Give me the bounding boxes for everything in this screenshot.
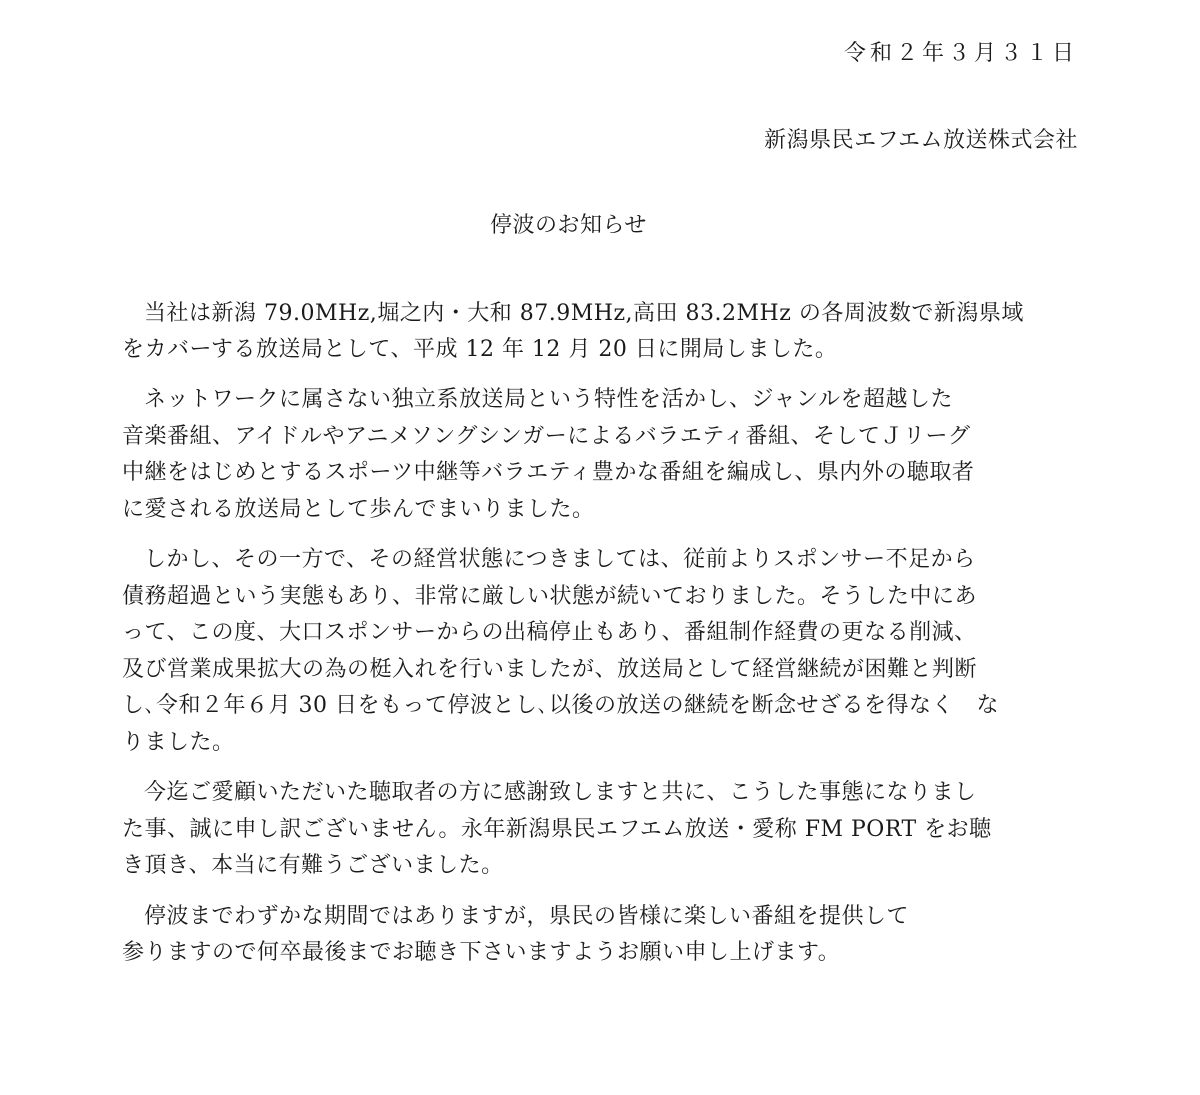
paragraph-line: 当社は新潟 79.0MHz,堀之内・大和 87.9MHz,高田 83.2MHz の各周波数で新潟県域 [144, 301, 1024, 326]
paragraph-line: 音楽番組、アイドルやアニメソングシンガーによるバラエティ番組、そしてＪリーグ [122, 424, 971, 449]
notice-date: 令和２年３月３１日 [843, 41, 1078, 66]
notice-title: 停波のお知らせ [490, 213, 647, 238]
paragraph-line: き頂き、本当に有難うございました。 [122, 853, 504, 878]
paragraph-line: ネットワークに属さない独立系放送局という特性を活かし、ジャンルを超越した [144, 387, 954, 412]
paragraph-line: 中継をはじめとするスポーツ中継等バラエティ豊かな番組を編成し、県内外の聴取者 [122, 460, 975, 485]
paragraph-line: って、この度、大口スポンサーからの出稿停止もあり、番組制作経費の更なる削減、 [122, 620, 977, 645]
paragraph-line: に愛される放送局として歩んでまいりました。 [122, 497, 595, 522]
company-name: 新潟県民エフエム放送株式会社 [764, 128, 1078, 153]
paragraph-line: 停波までわずかな期間ではありますが，県民の皆様に楽しい番組を提供して [144, 904, 910, 929]
paragraph-line: し､令和２年６月 30 日をもって停波とし､以後の放送の継続を断念せざるを得なく な [122, 693, 999, 718]
paragraph-line: りました。 [122, 730, 235, 755]
paragraph-line: をカバーする放送局として、平成 12 年 12 月 20 日に開局しました。 [122, 337, 838, 362]
paragraph-line: 及び営業成果拡大の為の梃入れを行いましたが、放送局として経営継続が困難と判断 [122, 657, 978, 682]
paragraph-line: た事、誠に申し訳ございません。永年新潟県民エフエム放送・愛称 FM PORT をお聴 [122, 817, 992, 842]
paragraph-line: 参りますので何卒最後までお聴き下さいますようお願い申し上げます。 [122, 940, 841, 965]
paragraph-line: 今迄ご愛顧いただいた聴取者の方に感謝致しますと共に、こうした事態になりまし [144, 780, 977, 805]
paragraph-line: 債務超過という実態もあり、非常に厳しい状態が続いておりました。そうした中にあ [122, 584, 978, 609]
paragraph-line: しかし、その一方で、その経営状態につきましては、従前よりスポンサー不足から [144, 547, 976, 572]
